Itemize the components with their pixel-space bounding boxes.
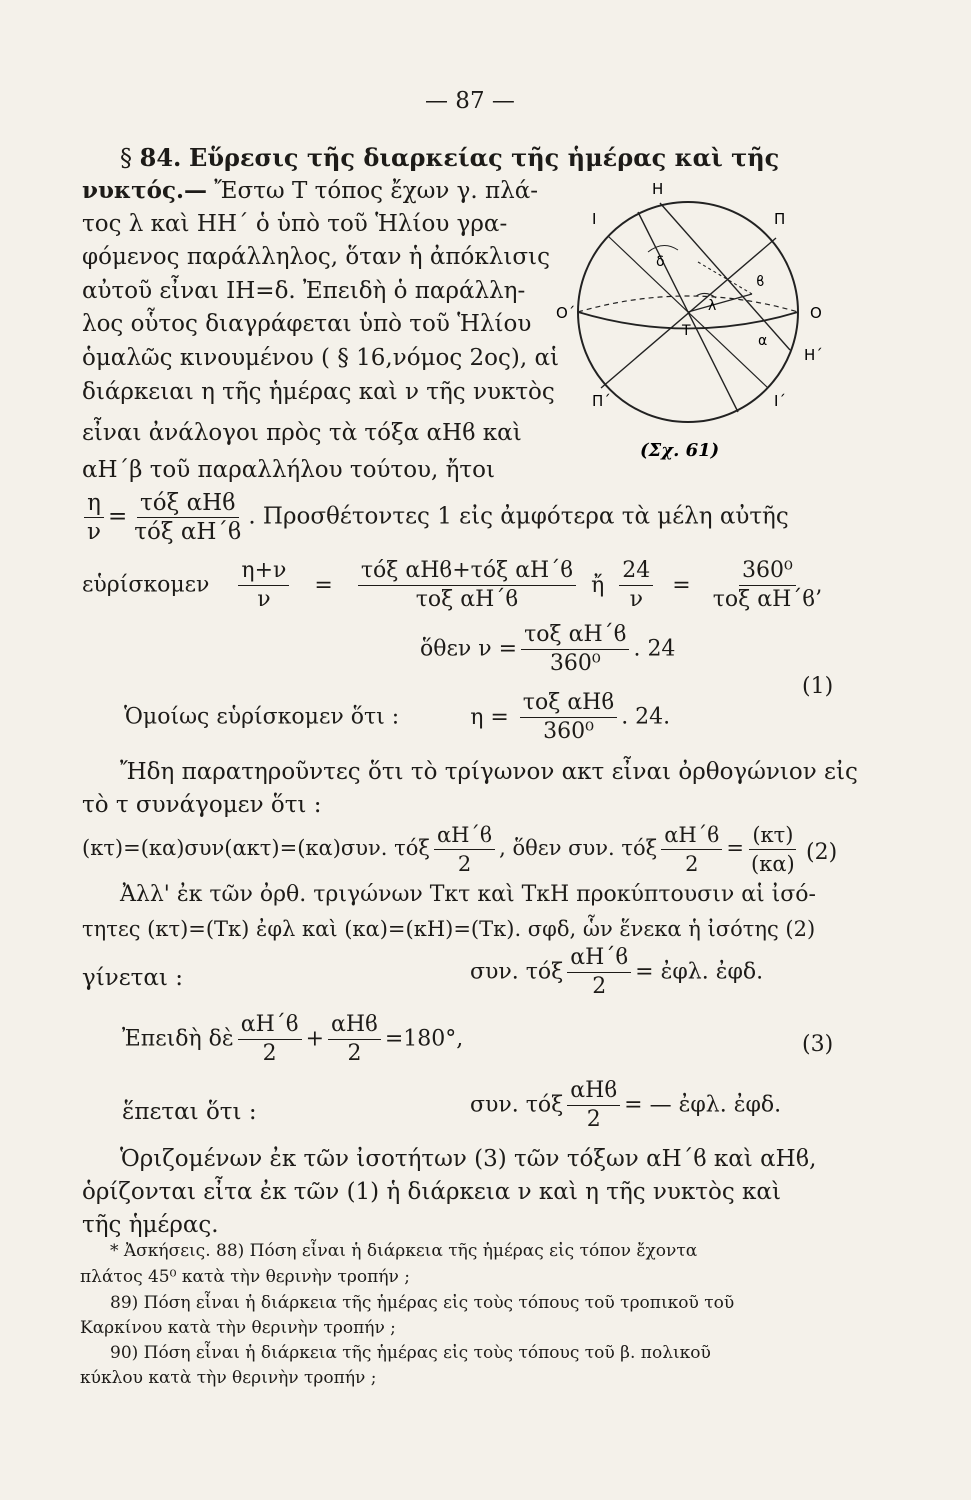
label-O-right: Ο bbox=[810, 304, 822, 322]
equation-label-2: (2) bbox=[806, 840, 838, 865]
para4-line-2: τῆς ἡμέρας. bbox=[82, 1212, 219, 1238]
para3-line-0: Ἀλλ' ἐκ τῶν ὀρθ. τριγώνων Τκτ καὶ ΤκΗ προκύπτουσιν αἱ ἰσό- bbox=[120, 882, 816, 907]
para2-line-1: τὸ τ συνάγομεν ὅτι : bbox=[82, 792, 322, 818]
para2-line-0: Ἤδη παρατηροῦντες ὅτι τὸ τρίγωνον ακτ εἶναι ὀρθογώνιον εἰς bbox=[120, 759, 858, 785]
equation-result: γίνεται : bbox=[82, 965, 183, 991]
equation-consequence: ἕπεται ὅτι : bbox=[122, 1099, 257, 1125]
body-line-5: ὁμαλῶς κινουμένου ( § 16,νόμος 2ος), αἱ bbox=[82, 345, 560, 371]
body-line-0: Ἔστω Τ τόπος ἔχων γ. πλά- bbox=[214, 178, 539, 204]
section-marker: § bbox=[120, 144, 132, 172]
equation-consequence-body: συν. τόξ $\frac{\text{αΗϐ}}{2}$ = — ἐφλ. ἐφδ. bbox=[470, 1078, 782, 1132]
body-line-1: τος λ καὶ ΗΗ΄ ὁ ὑπὸ τοῦ Ἡλίου γρα- bbox=[82, 211, 508, 237]
para4-line-0: Ὁριζομένων ἐκ τῶν ἰσοτήτων (3) τῶν τόξων αΗ΄ϐ καὶ αΗϐ, bbox=[120, 1146, 817, 1172]
label-lambda: λ bbox=[708, 298, 717, 314]
footnote-line-5: κύκλου κατὰ τὴν θερινὴν τροπήν ; bbox=[80, 1368, 377, 1388]
section-title-line2: νυκτός.— bbox=[82, 177, 207, 204]
equation-cosine: (κτ)=(κα)συν(ακτ)=(κα)συν. τόξ $\frac{\alpha H΄ϐ}{2}$ , ὅθεν συν. τόξ $\frac{\alpha H΄ϐ}{2}$ = $\frac{(\kappa\tau)}{(\kappa\alpha)}$ bbox=[82, 823, 795, 876]
eq1-tail: . Προσθέτοντες 1 εἰς ἀμφότερα τὰ μέλη αὐτῆς bbox=[248, 503, 789, 530]
figure-caption: (Σχ. 61) bbox=[640, 440, 720, 460]
equation-night: ὅθεν ν = $\frac{\text{τοξ αΗ΄ϐ}}{\text{360⁰}}$ . 24 bbox=[420, 622, 676, 676]
equation-day: Ὁμοίως εὑρίσκομεν ὅτι : η = $\frac{\text{τοξ αΗϐ}}{\text{360⁰}}$ . 24. bbox=[124, 690, 671, 744]
body-line-8: αΗ΄β τοῦ παραλλήλου τούτου, ἤτοι bbox=[82, 457, 496, 483]
label-T: Τ bbox=[682, 323, 691, 339]
label-Pi-prime: Π΄ bbox=[592, 392, 611, 410]
section-heading-line2 bbox=[82, 176, 538, 206]
delta-arc bbox=[648, 245, 678, 252]
label-H-prime: Η΄ bbox=[804, 346, 823, 364]
equation-ratio: $\frac{\eta}{\nu}$ = $\frac{\text{τόξ αΗϐ}}{\text{τόξ αΗ΄ϐ}}$ . Προσθέτοντες 1 εἰς ἀμφότερα τὰ μέλη αὐτῆς bbox=[80, 490, 789, 545]
horizon-back bbox=[578, 296, 798, 312]
footnote-line-3: Καρκίνου κατὰ τὴν θερινὴν τροπήν ; bbox=[80, 1318, 396, 1338]
body-line-3: αὐτοῦ εἶναι ΙΗ=δ. Ἐπειδὴ ὁ παράλλη- bbox=[82, 278, 526, 304]
section-heading bbox=[120, 143, 779, 173]
footnote-line-1: πλάτος 45⁰ κατὰ τὴν θερινὴν τροπήν ; bbox=[80, 1267, 410, 1287]
equation-result-body: συν. τόξ $\frac{\alpha H΄ϐ}{2}$ = ἐφλ. ἐφδ. bbox=[470, 945, 764, 999]
page-number: — 87 — bbox=[425, 88, 515, 114]
body-line-7: εἶναι ἀνάλογοι πρὸς τὰ τόξα αΗϐ καὶ bbox=[82, 420, 522, 446]
para4-line-1: ὁρίζονται εἶτα ἐκ τῶν (1) ἡ διάρκεια ν καὶ η τῆς νυκτὸς καὶ bbox=[82, 1179, 781, 1205]
label-Pi: Π bbox=[774, 210, 786, 228]
body-line-2: φόμενος παράλληλος, ὅταν ἡ ἀπόκλισις bbox=[82, 244, 550, 270]
label-I-prime: Ι΄ bbox=[774, 392, 786, 410]
label-alpha: α bbox=[758, 333, 768, 349]
equation-sum-arcs: Ἐπειδὴ δὲ $\frac{\alpha H΄ϐ}{2}$ + $\frac{\text{αΗϐ}}{2}$ =180°, bbox=[122, 1012, 464, 1066]
body-line-4: λος οὗτος διαγράφεται ὑπὸ τοῦ Ἡλίου bbox=[82, 311, 532, 337]
footnote-line-0: * Ἀσκήσεις. 88) Πόση εἶναι ἡ διάρκεια τῆς ἡμέρας εἰς τόπον ἔχοντα bbox=[110, 1241, 698, 1261]
fraction-eta-nu: $\frac{\eta}{\nu}$ bbox=[84, 490, 104, 545]
celestial-sphere-figure bbox=[548, 170, 838, 460]
body-line-6: διάρκειαι η τῆς ἡμέρας καὶ ν τῆς νυκτὸς bbox=[82, 379, 555, 405]
equation-label-1: (1) bbox=[802, 674, 834, 699]
label-beta: ϐ bbox=[756, 274, 765, 290]
equation-label-3: (3) bbox=[802, 1032, 834, 1057]
label-I: Ι bbox=[592, 210, 597, 228]
label-delta: δ bbox=[656, 254, 665, 270]
footnote-line-4: 90) Πόση εἶναι ἡ διάρκεια τῆς ἡμέρας εἰς τοὺς τόπους τοῦ β. πολικοῦ bbox=[110, 1343, 711, 1363]
para3-line-1: τητες (κτ)=(Τκ) ἐφλ καὶ (κα)=(κΗ)=(Τκ). σφδ, ὧν ἕνεκα ἡ ἰσότης (2) bbox=[82, 917, 816, 941]
dash-line bbox=[698, 262, 752, 294]
section-title-line1: Εὕρεσις τῆς διαρκείας τῆς ἡμέρας καὶ τῆς bbox=[189, 143, 780, 172]
section-number: 84. bbox=[139, 143, 182, 172]
label-O-left: Ο΄ bbox=[556, 304, 576, 322]
equation-sum: εὑρίσκομεν $\frac{\eta+\nu}{\nu}$ = $\frac{\text{τόξ αΗϐ+τόξ αΗ΄ϐ}}{\text{τοξ αΗ΄ϐ}}$ ἤ $\frac{24}{\nu}$ = $\frac{\text{360⁰}}{\text{τοξ αΗ΄ϐ’}}$ bbox=[82, 558, 823, 612]
footnote-line-2: 89) Πόση εἶναι ἡ διάρκεια τῆς ἡμέρας εἰς τοὺς τόπους τοῦ τροπικοῦ τοῦ bbox=[110, 1293, 735, 1313]
fraction-arcs: $\frac{\text{τόξ αΗϐ}}{\text{τόξ αΗ΄ϐ}}$ bbox=[134, 490, 242, 545]
label-H: Η bbox=[652, 180, 664, 198]
